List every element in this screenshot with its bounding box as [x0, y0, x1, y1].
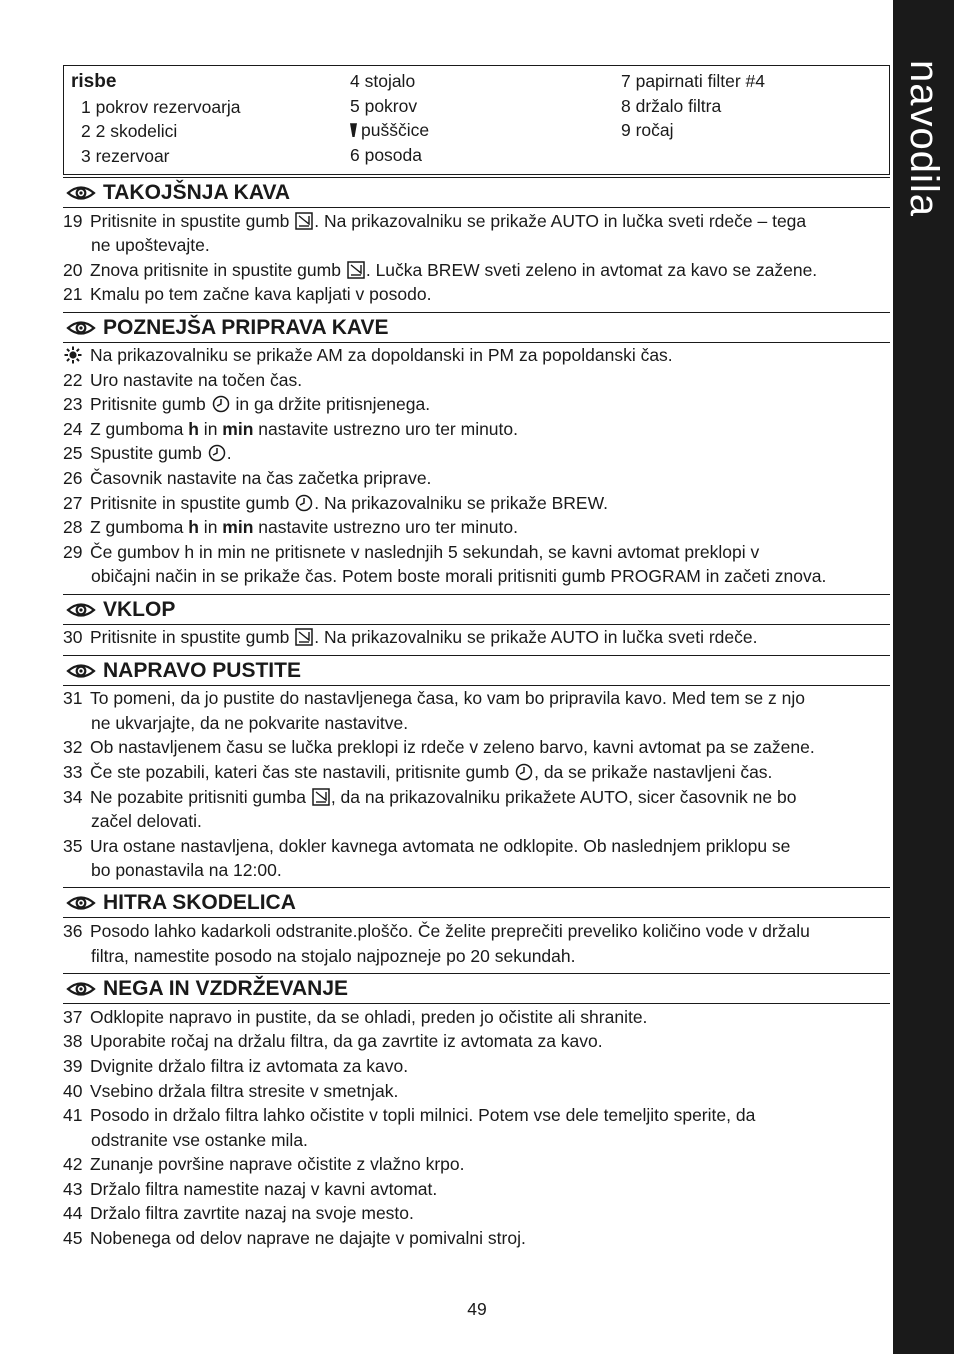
- instruction-25: [63, 441, 232, 466]
- step-text: Uporabite ročaj na držalu filtra, da ga zavrtite iz avtomata za kavo.: [90, 1031, 603, 1051]
- eye-icon: [66, 895, 96, 911]
- parts-column-3: [621, 69, 765, 143]
- auto-button-icon: [347, 261, 365, 279]
- eye-icon: [66, 320, 96, 336]
- step-text: Kmalu po tem začne kava kapljati v posodo.: [90, 284, 432, 304]
- step-text: Z gumboma: [90, 419, 189, 439]
- step-text: Vsebino držala filtra stresite v smetnjak.: [90, 1081, 399, 1101]
- step-text: . Na prikazovalniku se prikaže AUTO in lučka sveti rdeče.: [314, 627, 758, 647]
- parts-item: 1 pokrov rezervoarja: [81, 96, 241, 117]
- sun-icon: [64, 346, 82, 364]
- instruction-23: [63, 392, 430, 417]
- step-text: Spustite gumb: [90, 443, 202, 463]
- auto-button-icon: [312, 788, 330, 806]
- parts-item: 9 ročaj: [621, 120, 674, 141]
- section-title: POZNEJŠA PRIPRAVA KAVE: [103, 316, 389, 339]
- instruction-31: [63, 686, 805, 711]
- step-text: , da na prikazovalniku prikažete AUTO, sicer časovnik ne bo: [330, 787, 797, 807]
- section-header-poznejsa: [63, 312, 890, 343]
- section-title: HITRA SKODELICA: [103, 891, 296, 914]
- parts-item: 7 papirnati filter #4: [621, 71, 765, 91]
- step-number: 45: [63, 1228, 83, 1248]
- key-min: min: [222, 517, 254, 537]
- section-header-napravo: [63, 655, 890, 686]
- step-text: Zunanje površine naprave očistite z vlažno krpo.: [90, 1154, 465, 1174]
- clock-button-icon: [295, 494, 313, 512]
- instruction-21: [63, 282, 431, 307]
- clock-button-icon: [212, 395, 230, 413]
- step-number: 36: [63, 921, 83, 941]
- instruction-39: [63, 1054, 408, 1079]
- parts-item: 3 rezervoar: [81, 145, 170, 166]
- parts-item: 6 posoda: [350, 144, 423, 165]
- instruction-40: [63, 1079, 398, 1104]
- step-text: Časovnik nastavite na čas začetka priprave.: [90, 468, 432, 488]
- step-text: Pritisnite in spustite gumb: [90, 211, 290, 231]
- side-tab-label: navodila: [902, 60, 946, 218]
- instruction-28: [63, 515, 518, 540]
- step-text: To pomeni, da jo pustite do nastavljenega časa, ko vam bo pripravila kavo. Med tem se z njo: [90, 688, 805, 708]
- parts-item: 8 držalo filtra: [621, 95, 722, 116]
- instruction-41-continued: odstranite vse ostanke mila.: [91, 1130, 308, 1150]
- step-number: 32: [63, 737, 83, 757]
- cup-marker-icon: [350, 123, 357, 137]
- tip-text: Na prikazovalniku se prikaže AM za dopoldanski in PM za popoldanski čas.: [90, 345, 673, 365]
- parts-item: [350, 118, 429, 143]
- step-number: 26: [63, 468, 83, 488]
- eye-icon: [66, 602, 96, 618]
- instruction-43: [63, 1177, 437, 1202]
- instruction-35-continued: bo ponastavila na 12:00.: [91, 860, 282, 880]
- step-text: .: [226, 443, 232, 463]
- parts-item: 4 stojalo: [350, 71, 416, 91]
- key-min: min: [222, 419, 254, 439]
- auto-button-icon: [295, 212, 313, 230]
- page-number: 49: [467, 1299, 487, 1319]
- step-text: . Na prikazovalniku se prikaže AUTO in lučka sveti rdeče – tega: [314, 211, 807, 231]
- step-number: 33: [63, 762, 83, 782]
- eye-icon: [66, 663, 96, 679]
- section-header-nega: [63, 973, 890, 1004]
- instruction-34: [63, 785, 796, 810]
- step-number: 20: [63, 260, 83, 280]
- parts-item-label: pušščice: [361, 120, 430, 141]
- step-text: nastavite ustrezno uro ter minuto.: [253, 517, 518, 537]
- instruction-32: [63, 735, 815, 760]
- parts-item: 2 2 skodelici: [81, 121, 178, 142]
- instruction-30: [63, 625, 757, 650]
- step-text: Pritisnite in spustite gumb: [90, 493, 290, 513]
- step-text: in: [198, 419, 223, 439]
- step-text: Posodo in držalo filtra lahko očistite v topli milnici. Potem vse dele temeljito sperite, da: [90, 1105, 756, 1125]
- step-number: 34: [63, 787, 83, 807]
- instruction-31-continued: ne ukvarjajte, da ne pokvarite nastavitve.: [91, 713, 409, 733]
- step-number: 42: [63, 1154, 83, 1174]
- step-number: 24: [63, 419, 83, 439]
- parts-legend-box: [63, 65, 890, 175]
- step-number: 40: [63, 1081, 83, 1101]
- step-text: . Lučka BREW sveti zeleno in avtomat za kavo se zažene.: [365, 260, 818, 280]
- instruction-35: [63, 834, 790, 859]
- step-text: Odklopite napravo in pustite, da se ohladi, preden jo očistite ali shranite.: [90, 1007, 648, 1027]
- clock-button-icon: [515, 763, 533, 781]
- instruction-41: [63, 1103, 755, 1128]
- step-number: 31: [63, 688, 83, 708]
- key-h: h: [188, 419, 199, 439]
- step-text: in: [198, 517, 223, 537]
- instruction-38: [63, 1029, 603, 1054]
- section-title: TAKOJŠNJA KAVA: [103, 181, 291, 204]
- step-number: 25: [63, 443, 83, 463]
- instruction-36: [63, 919, 810, 944]
- section-title: NEGA IN VZDRŽEVANJE: [103, 977, 349, 1000]
- step-text: Če gumbov h in min ne pritisnete v naslednjih 5 sekundah, se kavni avtomat preklopi v: [90, 542, 760, 562]
- step-number: 19: [63, 211, 83, 231]
- step-number: 44: [63, 1203, 83, 1223]
- instruction-34-continued: začel delovati.: [91, 811, 202, 831]
- step-text: Dvignite držalo filtra iz avtomata za kavo.: [90, 1056, 409, 1076]
- section-header-vklop: [63, 594, 890, 625]
- step-number: 21: [63, 284, 83, 304]
- step-text: Ne pozabite pritisniti gumba: [90, 787, 306, 807]
- section-title: VKLOP: [103, 598, 176, 621]
- instruction-26: [63, 466, 431, 491]
- instruction-22: [63, 368, 302, 393]
- parts-column-1: [71, 69, 241, 168]
- step-text: Ob nastavljenem času se lučka preklopi iz rdeče v zeleno barvo, kavni avtomat pa se zažene.: [90, 737, 815, 757]
- instruction-29: [63, 540, 759, 565]
- instruction-44: [63, 1201, 414, 1226]
- step-text: Znova pritisnite in spustite gumb: [90, 260, 341, 280]
- step-text: Če ste pozabili, kateri čas ste nastavili, pritisnite gumb: [90, 762, 510, 782]
- instruction-27: [63, 491, 608, 516]
- instruction-19: [63, 209, 806, 234]
- section-header-hitra: [63, 887, 890, 918]
- eye-icon: [66, 981, 96, 997]
- tip-line: [63, 343, 673, 368]
- instruction-24: [63, 417, 518, 442]
- step-number: 35: [63, 836, 83, 856]
- instruction-29-continued: običajni način in se prikaže čas. Potem boste morali pritisniti gumb PROGRAM in začeti znova.: [91, 566, 827, 586]
- step-number: 23: [63, 394, 83, 414]
- step-text: Pritisnite gumb: [90, 394, 206, 414]
- instruction-36-continued: filtra, namestite posodo na stojalo najpozneje po 20 sekundah.: [91, 946, 576, 966]
- step-text: Ura ostane nastavljena, dokler kavnega avtomata ne odklopite. Ob naslednjem priklopu se: [90, 836, 791, 856]
- step-number: 39: [63, 1056, 83, 1076]
- instruction-19-continued: ne upoštevajte.: [91, 235, 210, 255]
- instruction-37: [63, 1005, 647, 1030]
- tip-marker: [63, 343, 90, 368]
- step-number: 37: [63, 1007, 83, 1027]
- step-number: 41: [63, 1105, 83, 1125]
- step-text: Z gumboma: [90, 517, 189, 537]
- step-text: Posodo lahko kadarkoli odstranite.ploščo. Če želite preprečiti preveliko količino vode v držalu: [90, 921, 810, 941]
- instruction-20: [63, 258, 817, 283]
- step-number: 22: [63, 370, 83, 390]
- step-text: Držalo filtra zavrtite nazaj na svoje mesto.: [90, 1203, 414, 1223]
- eye-icon: [66, 185, 96, 201]
- section-header-takojsnja: [63, 177, 890, 208]
- key-h: h: [188, 517, 199, 537]
- step-text: . Na prikazovalniku se prikaže BREW.: [314, 493, 609, 513]
- step-number: 38: [63, 1031, 83, 1051]
- parts-item: 5 pokrov: [350, 95, 418, 116]
- step-text: in ga držite pritisnjenega.: [235, 394, 431, 414]
- step-text: Uro nastavite na točen čas.: [90, 370, 303, 390]
- step-text: Držalo filtra namestite nazaj v kavni avtomat.: [90, 1179, 438, 1199]
- section-title: NAPRAVO PUSTITE: [103, 659, 301, 682]
- step-number: 43: [63, 1179, 83, 1199]
- parts-title: risbe: [71, 71, 117, 92]
- parts-column-2: [350, 69, 429, 167]
- step-number: 27: [63, 493, 83, 513]
- step-text: Nobenega od delov naprave ne dajajte v pomivalni stroj.: [90, 1228, 526, 1248]
- step-number: 30: [63, 627, 83, 647]
- instruction-33: [63, 760, 772, 785]
- auto-button-icon: [295, 628, 313, 646]
- step-text: nastavite ustrezno uro ter minuto.: [253, 419, 518, 439]
- step-text: Pritisnite in spustite gumb: [90, 627, 290, 647]
- step-number: 29: [63, 542, 83, 562]
- step-number: 28: [63, 517, 83, 537]
- instruction-45: [63, 1226, 526, 1251]
- clock-button-icon: [208, 444, 226, 462]
- step-text: , da se prikaže nastavljeni čas.: [534, 762, 773, 782]
- instruction-42: [63, 1152, 465, 1177]
